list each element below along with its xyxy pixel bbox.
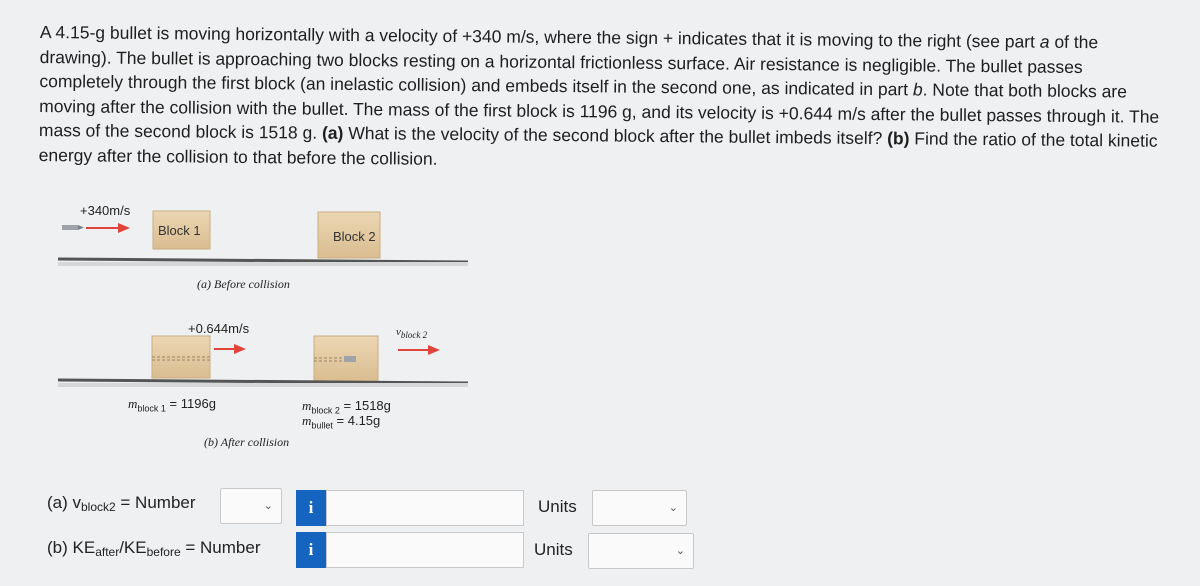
chevron-down-icon: ⌄ (263, 500, 273, 512)
block-1-label: Block 1 (158, 223, 201, 238)
question-b-text: Find the ratio of the total kinetic energy after the collision to that before the collision. (38, 128, 1158, 169)
caption-before-collision: (a) Before collision (197, 277, 290, 291)
chevron-down-icon: ⌄ (675, 545, 685, 557)
answer-a-number-input[interactable] (326, 490, 524, 526)
problem-text-1: A 4.15-g bullet is moving horizontally with a velocity of +340 m/s, where the sign + indicates that it is moving to the right (see part (39, 21, 1040, 52)
answer-a-units-select[interactable] (592, 490, 687, 526)
answer-a-info-button[interactable]: i (296, 490, 326, 526)
caption-after-collision: (b) After collision (204, 435, 290, 449)
block-2-velocity-label: $v_{block 2}$ (396, 326, 428, 341)
block-2-label: Block 2 (333, 229, 376, 244)
answer-b-label: (b) $KE_{after}/KE_{before}$ = Number (47, 538, 261, 559)
answer-a-units-label: Units (538, 497, 577, 516)
question-a-text: What is the velocity of the second block after the bullet imbeds itself? (343, 122, 888, 149)
mass-bullet-label: $m_{bullet} = 4.15g$ (302, 413, 381, 431)
problem-text-2: of the drawing). The bullet is approaching two blocks resting on a horizontal frictionless surface. Air resistance is negligible. The bullet passes completely through the first block (an inelastic collision) and embeds itself in the second one, as indicated in part (39, 31, 1099, 100)
answer-a-label: (a) $v_{block2}$ = Number (47, 493, 196, 514)
answer-b-units-select[interactable] (588, 533, 694, 569)
answer-b-number-input[interactable] (326, 532, 524, 568)
answer-b-units-label: Units (534, 540, 573, 559)
problem-text-3: . Note that both blocks are moving after the collision with the bullet. The mass of the first block is 1196 g, and its velocity is +0.644 m/s after the bullet passes through it. The mass of the second block is 1518 g. (38, 79, 1160, 143)
mass-block-2-label: $m_{block 2} = 1518g$ (302, 398, 391, 416)
problem-part-b-ref: b (912, 79, 923, 100)
question-b-label: (b) (887, 128, 910, 149)
answer-a-sign-select[interactable] (220, 488, 282, 524)
chevron-down-icon: ⌄ (668, 502, 678, 514)
question-a-label: (a) (321, 122, 344, 143)
mass-block-1-label: $m_{block 1} = 1196g$ (128, 396, 216, 414)
answer-b-info-button[interactable]: i (296, 532, 326, 568)
problem-part-a-ref: a (1039, 31, 1050, 52)
block-1-velocity-label: +0.644m/s (188, 321, 250, 336)
bullet-velocity-label: +340m/s (80, 203, 131, 218)
